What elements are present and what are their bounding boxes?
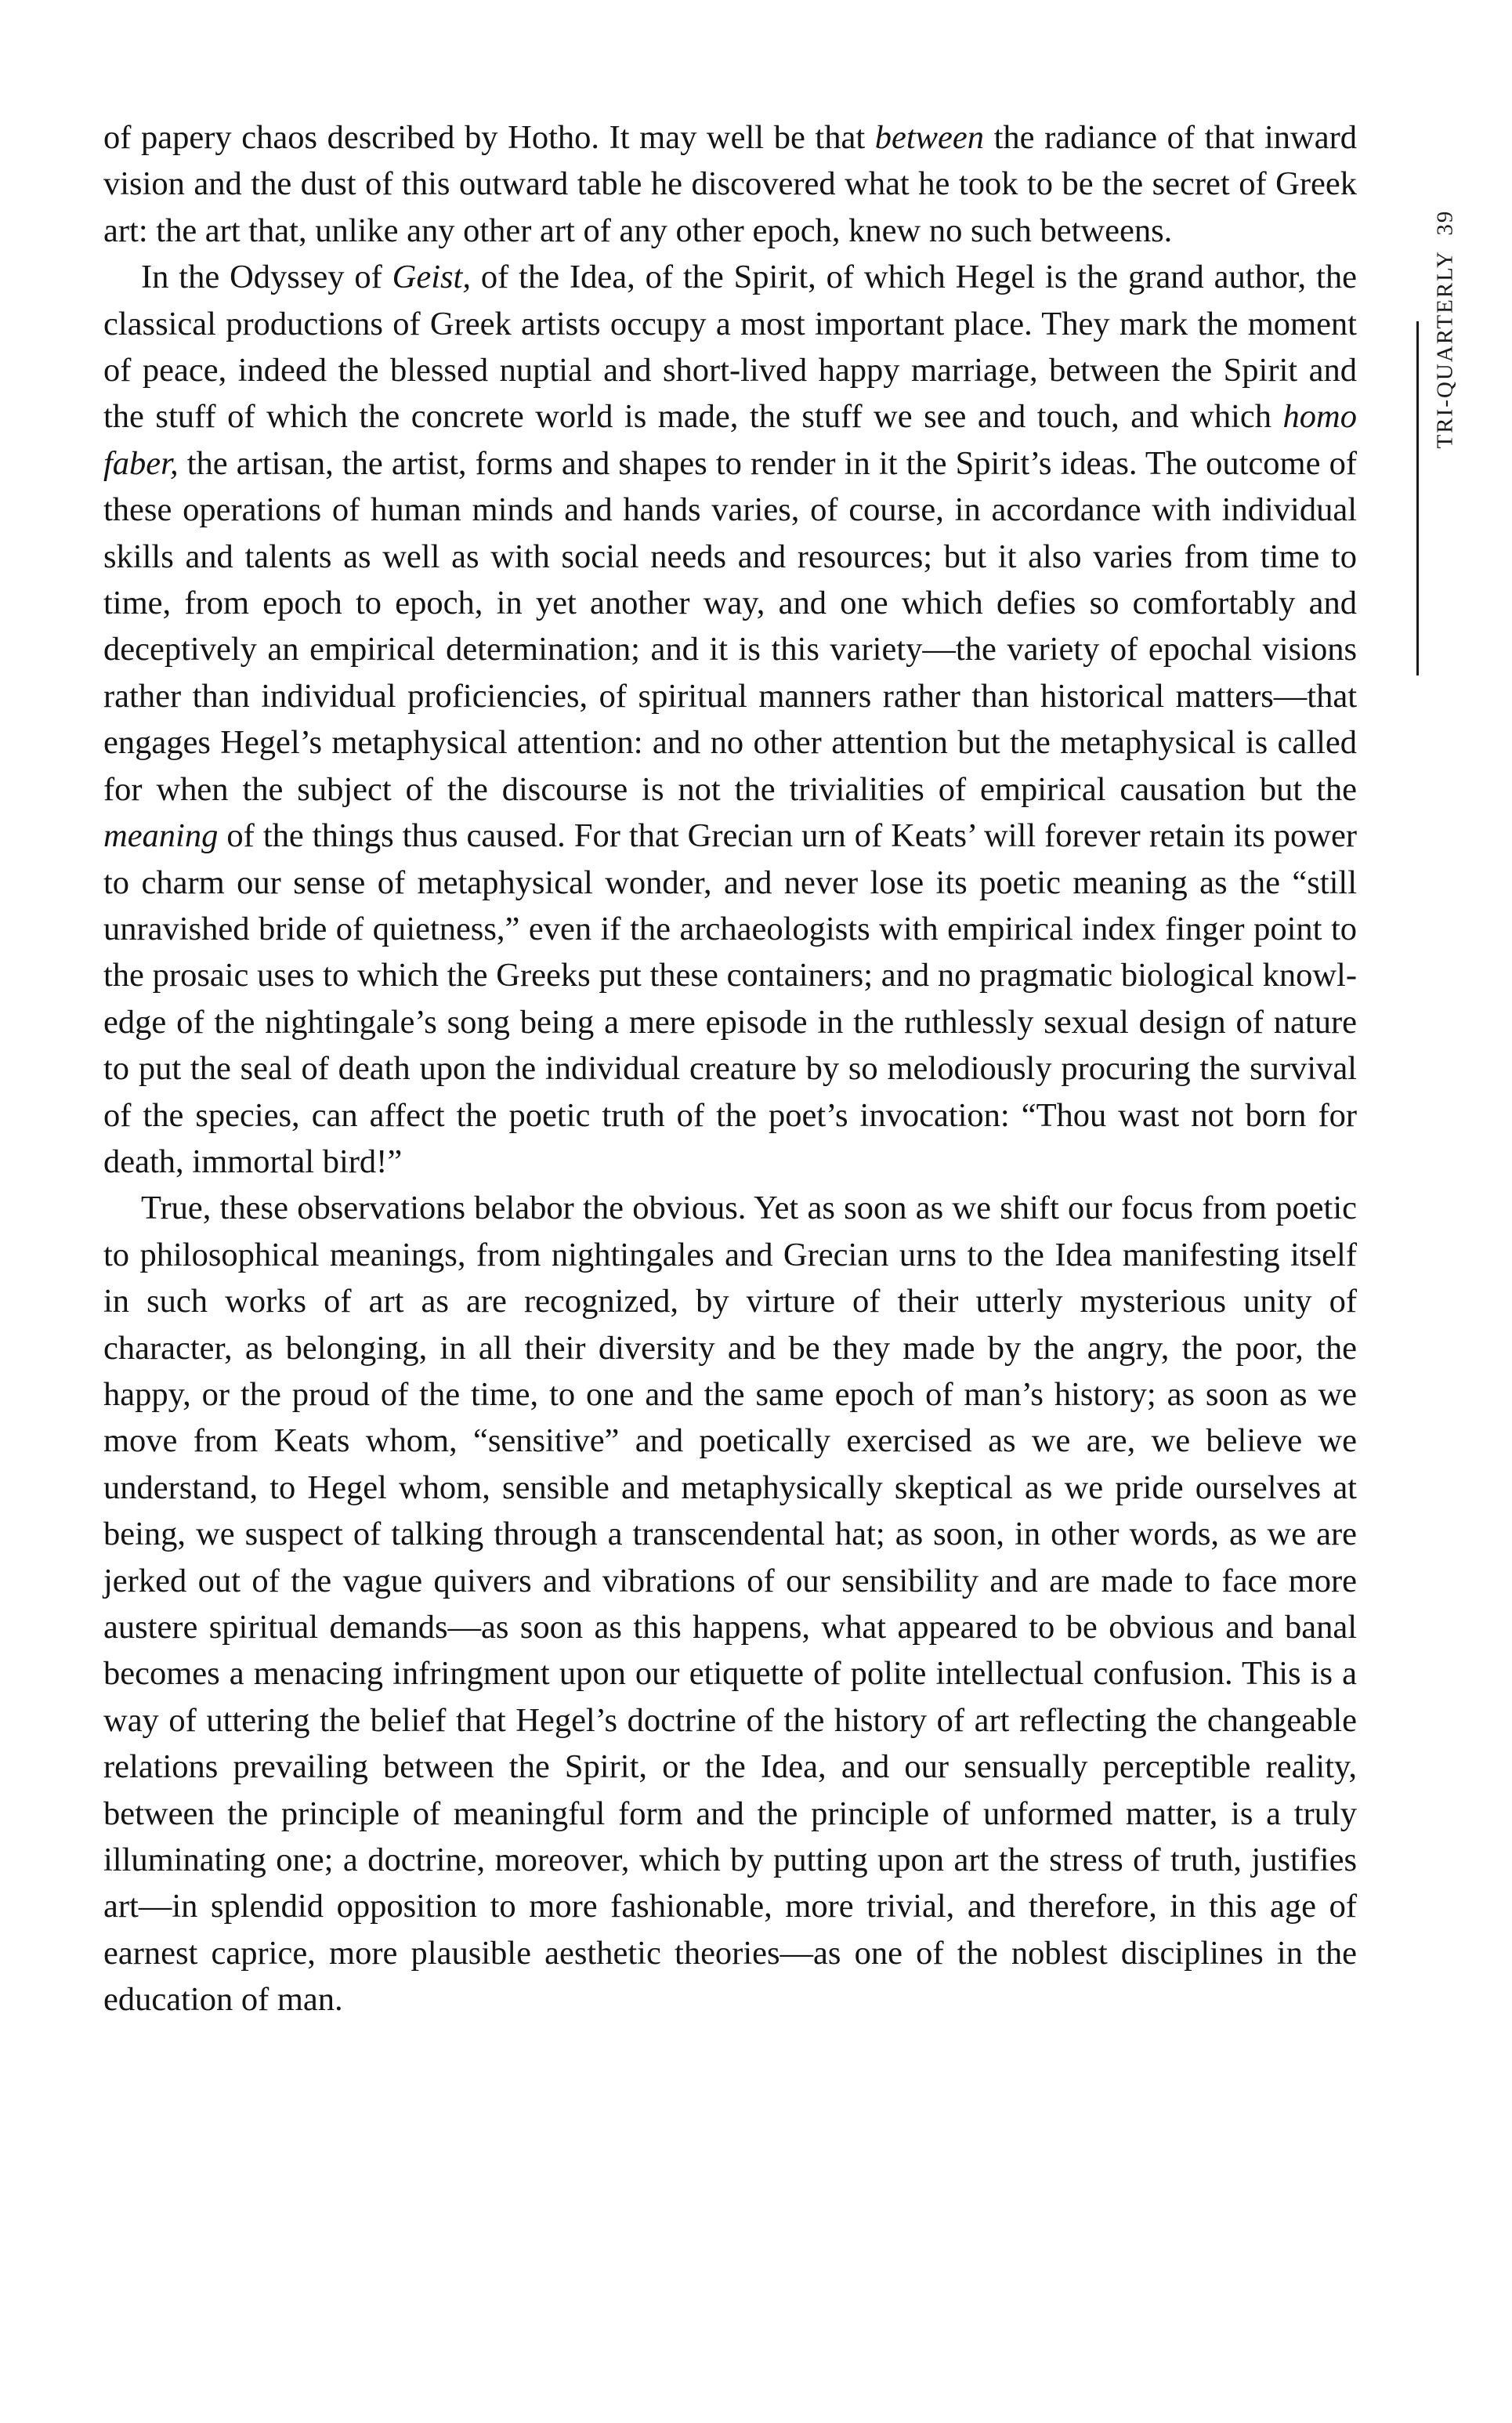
paragraph-1-text: the radiance of that inward vision and the dust of this outward table he discovered what he took to be the secret of Greek art: the art that, unlike any other art of any other epoch, knew no such betweens. [103,119,1357,249]
paragraph-1 [103,114,1357,254]
page-number: 39 [1432,209,1458,236]
italic-between: between [874,119,984,156]
paragraph-3 [103,1185,1357,2023]
italic-homo-faber: homo faber, [103,398,1357,482]
paragraph-2-text: of the things thus caused. For that Grecian urn of Keats’ will forever retain its power to charm our sense of metaphysical wonder, and never lose its poetic meaning as the “still unravished bride of quietness,” even if the archaeologists with empirical index finger point to the prosaic uses to which the Greeks put these containers; and no pragmatic biological knowledge of the nightingale’s song being a mere episode in the ruthlessly sexual design of nature to put the seal of death upon the individual creature by so melodiously procuring the survival of the species, can affect the poetic truth of the poet’s invocation: “Thou wast not born for death, immortal bird!” [103,817,1357,1180]
paragraph-1-text: of papery chaos described by Hotho. It may well be that [103,119,875,156]
italic-geist: Geist, [392,259,471,296]
paragraph-2-text: the artisan, the artist, forms and shapes to render in it the Spirit’s ideas. The outcome of these operations of human minds and hands varies, of course, in accordance with individual skills and talents as well as with social needs and resources; but it also varies from time to time, from epoch to epoch, in yet another way, and one which defies so comfortably and deceptively an empirical determination; and it is this variety—the variety of epochal visions rather than individual proficiencies, of spiritual manners rather than historical matters—that engages Hegel’s metaphysical attention: and no other attention but the metaphysical is called for when the subject of the discourse is not the trivialities of empirical causation but the [103,444,1357,808]
paragraph-2-text: of the Idea, of the Spirit, of which Hegel is the grand author, the classical productions of Greek artists occupy a most important place. They mark the moment of peace, indeed the blessed nuptial and short-lived happy marriage, between the Spirit and the stuff of which the concrete world is made, the stuff we see and touch, and which [103,259,1357,436]
italic-meaning: meaning [103,817,219,855]
body-text [103,114,1357,2023]
paragraph-2 [103,254,1357,1185]
running-head-text [1433,210,1459,449]
journal-name: TRI-QUARTERLY [1432,250,1458,449]
paragraph-2-text: In the Odyssey of [141,259,392,296]
paragraph-3-text: True, these observations belabor the obvious. Yet as soon as we shift our focus from poetic to philosophical meanings, from nightingales and Grecian urns to the Idea manifesting itself in such works of art as are recognized, by virture of their utterly mysterious unity of character, as belonging, in all their diversity and be they made by the angry, the poor, the happy, or the proud of the time, to one and the same epoch of man’s history; as soon as we move from Keats whom, “sensitive” and poetically exercised as we are, we believe we understand, to Hegel whom, sensible and metaphysically skeptical as we pride ourselves at being, we suspect of talking through a transcendental hat; as soon, in other words, as we are jerked out of the vague quivers and vibrations of our sensibility and are made to face more austere spiritual demands—as soon as this happens, what appeared to be obvious and banal becomes a menacing infringment upon our etiquette of polite intellectual confusion. This is a way of uttering the belief that Hegel’s doctrine of the history of art reflecting the changeable relations prevailing between the Spirit, or the Idea, and our sensually perceptible reality, between the principle of meaningful form and the principle of unformed matter, is a truly illuminating one; a doctrine, moreover, which by putting upon art the stress of truth, justifies art—in splendid opposition to more fashionable, more trivial, and therefore, in this age of earnest caprice, more plausible aesthetic theories—as one of the noblest disciplines in the education of man. [103,1190,1357,2019]
running-head-rule [1416,321,1419,675]
